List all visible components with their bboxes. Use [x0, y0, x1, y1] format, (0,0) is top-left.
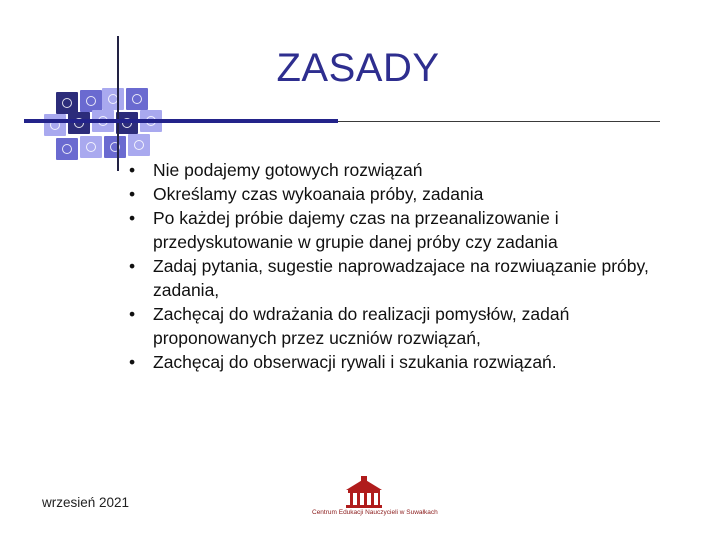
bullet-icon: •: [129, 208, 136, 228]
list-item: [125, 182, 685, 206]
tile-mark-icon: [132, 94, 142, 104]
list-item: [125, 350, 685, 374]
list-item-text: Po każdej próbie dajemy czas na przeanalizowanie i przedyskutowanie w grupie danej próby czy zadania: [153, 208, 559, 252]
mosaic-tile: [68, 112, 90, 134]
tile-mark-icon: [86, 96, 96, 106]
mosaic-tile: [104, 136, 126, 158]
list-item: [125, 302, 685, 350]
mosaic-tile: [80, 136, 102, 158]
tile-mark-icon: [110, 142, 120, 152]
mosaic-tile: [128, 134, 150, 156]
bullet-icon: •: [129, 184, 136, 204]
tile-mark-icon: [134, 140, 144, 150]
list-item: [125, 206, 685, 254]
mosaic-tile: [56, 92, 78, 114]
mosaic-tile: [56, 138, 78, 160]
mosaic-tile: [126, 88, 148, 110]
mosaic-tile: [116, 112, 138, 134]
tile-mosaic-icon: [36, 88, 168, 164]
title-underline-thin: [338, 121, 660, 122]
list-item-text: Zadaj pytania, sugestie naprowadzajace na rozwiuązanie próby, zadania,: [153, 256, 649, 300]
list-item-text: Zachęcaj do obserwacji rywali i szukania rozwiązań.: [153, 352, 557, 372]
list-item-text: Określamy czas wykoanaia próby, zadania: [153, 184, 484, 204]
bullet-icon: •: [129, 160, 136, 180]
logo-graphic: [312, 476, 416, 510]
bullet-icon: •: [129, 304, 136, 324]
vertical-divider: [117, 36, 119, 171]
bullet-list: [125, 158, 685, 374]
tile-mark-icon: [86, 142, 96, 152]
bullet-icon: •: [129, 352, 136, 372]
list-item: [125, 158, 685, 182]
tile-mark-icon: [62, 98, 72, 108]
tile-mark-icon: [62, 144, 72, 154]
list-item: [125, 254, 685, 302]
title-underline-thick: [24, 119, 338, 123]
mosaic-tile: [80, 90, 102, 112]
mosaic-tile: [102, 88, 124, 110]
bullet-icon: •: [129, 256, 136, 276]
list-item-text: Nie podajemy gotowych rozwiązań: [153, 160, 423, 180]
mosaic-tile: [44, 114, 66, 136]
slide-title: ZASADY: [276, 46, 440, 90]
school-building-logo-icon: [312, 476, 438, 526]
list-item-text: Zachęcaj do wdrażania do realizacji pomysłów, zadań proponowanych przez uczniów rozwiązań,: [153, 304, 570, 348]
footer-date: wrzesień 2021: [42, 495, 130, 510]
logo-caption: Centrum Edukacji Nauczycieli w Suwałkach: [312, 509, 438, 516]
